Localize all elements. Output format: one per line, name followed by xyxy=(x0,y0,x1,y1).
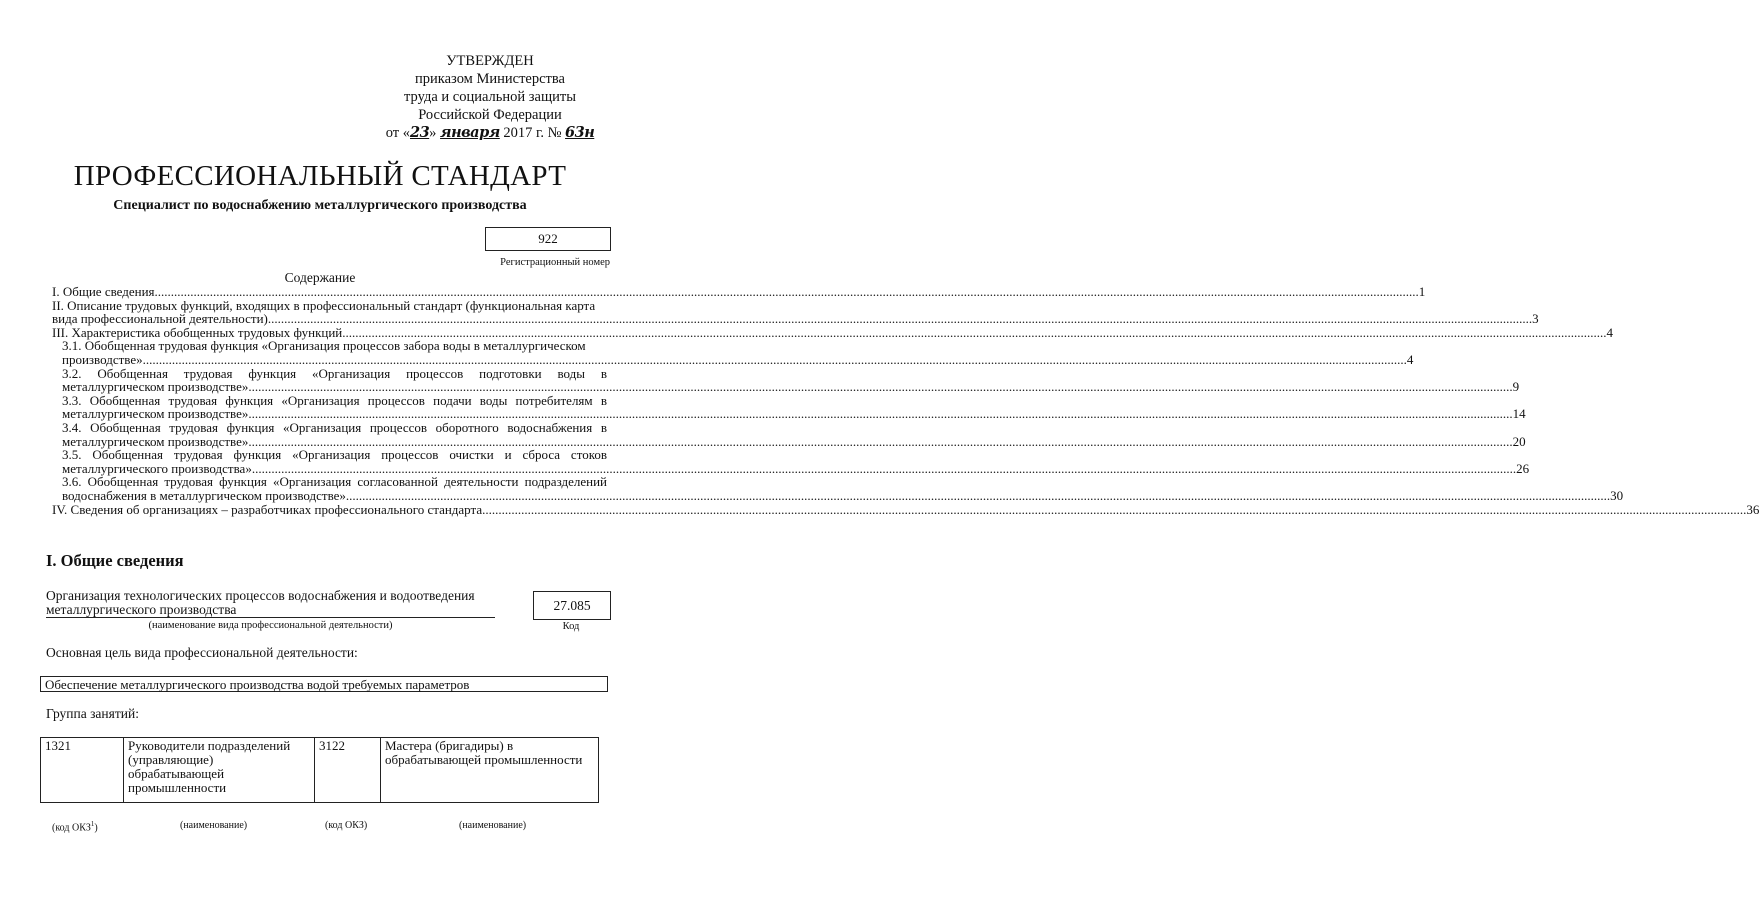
toc-entry-page: 14 xyxy=(1512,406,1526,422)
activity-code-caption: Код xyxy=(562,621,580,632)
okz-code-caption: (код ОКЗ) xyxy=(325,820,368,831)
table-of-contents xyxy=(52,284,1759,517)
toc-entry-text: 3.6. Обобщенная трудовая функция «Организация согласованной деятельности подразделений xyxy=(62,474,607,490)
toc-entry-page: 9 xyxy=(1512,379,1520,395)
toc-entry-text: металлургического производства» xyxy=(62,460,252,476)
occupation-name-cell xyxy=(124,738,315,803)
toc-heading: Содержание xyxy=(284,270,356,285)
registration-number-label: Регистрационный номер xyxy=(500,257,610,268)
date-prefix: от « xyxy=(385,125,410,141)
approval-date xyxy=(370,124,610,142)
toc-entry-text: вида профессиональной деятельности) xyxy=(52,311,268,327)
toc-entry[interactable] xyxy=(52,501,1759,517)
caption-text: ) xyxy=(94,822,98,834)
occupation-name-line: обрабатывающей промышленности xyxy=(385,752,583,767)
date-year: 2017 г. № xyxy=(499,125,566,141)
toc-entry-page: 1 xyxy=(1418,284,1426,299)
toc-entry-page: 26 xyxy=(1516,460,1530,476)
toc-entry-text: III. Характеристика обобщенных трудовых функций xyxy=(52,324,343,340)
toc-entry-text: металлургическом производстве» xyxy=(62,406,249,422)
toc-entry-page: 4 xyxy=(1406,351,1414,367)
toc-entry-text: 3.3. Обобщенная трудовая функция «Организация процессов подачи воды потребителям в xyxy=(62,392,607,408)
document-subtitle: Специалист по водоснабжению металлургического производства xyxy=(113,198,527,213)
toc-entry-text: IV. Сведения об организациях – разработчиках профессионального стандарта xyxy=(52,501,483,517)
order-number-handwritten: 63н xyxy=(565,124,595,141)
toc-entry-text: 3.4. Обобщенная трудовая функция «Организация процессов оборотного водоснабжения в xyxy=(62,419,607,435)
activity-name-line: металлургического производства xyxy=(46,602,237,617)
toc-entry[interactable] xyxy=(52,474,1624,503)
occupation-name-cell xyxy=(381,738,599,803)
toc-entry[interactable] xyxy=(52,284,1426,299)
approval-line: приказом Министерства xyxy=(415,71,565,87)
goal-box: Обеспечение металлургического производства водой требуемых параметров xyxy=(40,676,608,692)
toc-entry[interactable] xyxy=(52,324,1614,340)
activity-code-box: 27.085 xyxy=(533,591,611,620)
approval-block xyxy=(370,52,610,142)
date-mid: » xyxy=(429,125,441,141)
footnote-marker: 1 xyxy=(90,820,95,828)
occupation-name-caption: (наименование) xyxy=(459,820,527,831)
toc-entry-text: 3.1. Обобщенная трудовая функция «Организация процессов забора воды в металлургическом xyxy=(62,338,586,354)
activity-underline xyxy=(46,617,495,618)
date-month-handwritten: января xyxy=(440,124,500,141)
toc-entry[interactable] xyxy=(52,419,1526,449)
toc-entry-text: металлургическом производстве» xyxy=(62,433,249,449)
toc-entry-text: 3.5. Обобщенная трудовая функция «Организация процессов очистки и сброса стоков xyxy=(62,447,607,463)
registration-number-box: 922 xyxy=(485,227,611,251)
activity-name-line: Организация технологических процессов водоснабжения и водоотведения xyxy=(46,588,475,603)
toc-entry-text: II. Описание трудовых функций, входящих в профессиональный стандарт (функциональная карта xyxy=(52,297,596,313)
approval-line: Российской Федерации xyxy=(418,107,562,123)
toc-entry-text: производстве» xyxy=(62,351,143,367)
activity-caption: (наименование вида профессиональной деятельности) xyxy=(148,620,393,631)
date-day-handwritten: 23 xyxy=(409,124,430,141)
document-title: ПРОФЕССИОНАЛЬНЫЙ СТАНДАРТ xyxy=(73,160,567,192)
goal-label: Основная цель вида профессиональной деятельности: xyxy=(46,645,358,660)
toc-entry-text: 3.2. Обобщенная трудовая функция «Организация процессов подготовки воды в xyxy=(62,365,607,381)
toc-entry-text: I. Общие сведения xyxy=(52,284,155,299)
occupation-group-label: Группа занятий: xyxy=(46,706,139,721)
toc-entry[interactable] xyxy=(52,365,1520,395)
okz-code-caption xyxy=(52,820,98,833)
table-row xyxy=(41,738,599,803)
section-heading: I. Общие сведения xyxy=(46,551,184,570)
toc-entry-text: водоснабжения в металлургическом производстве» xyxy=(62,487,346,503)
okz-code-cell: 1321 xyxy=(41,738,124,803)
occupation-name-line: промышленности xyxy=(128,780,227,795)
occupation-group-table xyxy=(40,737,599,803)
approval-line: труда и социальной защиты xyxy=(404,89,576,105)
toc-entry[interactable] xyxy=(52,338,1414,367)
toc-entry-page: 4 xyxy=(1606,324,1614,340)
occupation-name-line: обрабатывающей xyxy=(128,766,225,781)
toc-entry-page: 36 xyxy=(1746,501,1759,517)
occupation-name-line: Руководители подразделений xyxy=(128,738,291,753)
occupation-name-line: Мастера (бригадиры) в xyxy=(385,738,514,753)
toc-entry[interactable] xyxy=(52,297,1539,327)
approval-title: УТВЕРЖДЕН xyxy=(446,53,534,69)
caption-text: (код ОКЗ xyxy=(52,822,91,834)
toc-entry[interactable] xyxy=(52,447,1530,476)
toc-entry-page: 20 xyxy=(1512,433,1526,449)
occupation-name-caption: (наименование) xyxy=(180,820,248,831)
toc-entry-page: 3 xyxy=(1532,311,1539,327)
toc-entry-page: 30 xyxy=(1610,487,1624,503)
toc-entry-text: металлургическом производстве» xyxy=(62,379,249,395)
activity-name xyxy=(46,589,496,617)
okz-code-cell: 3122 xyxy=(315,738,381,803)
occupation-name-line: (управляющие) xyxy=(128,752,214,767)
toc-entry[interactable] xyxy=(52,392,1526,422)
